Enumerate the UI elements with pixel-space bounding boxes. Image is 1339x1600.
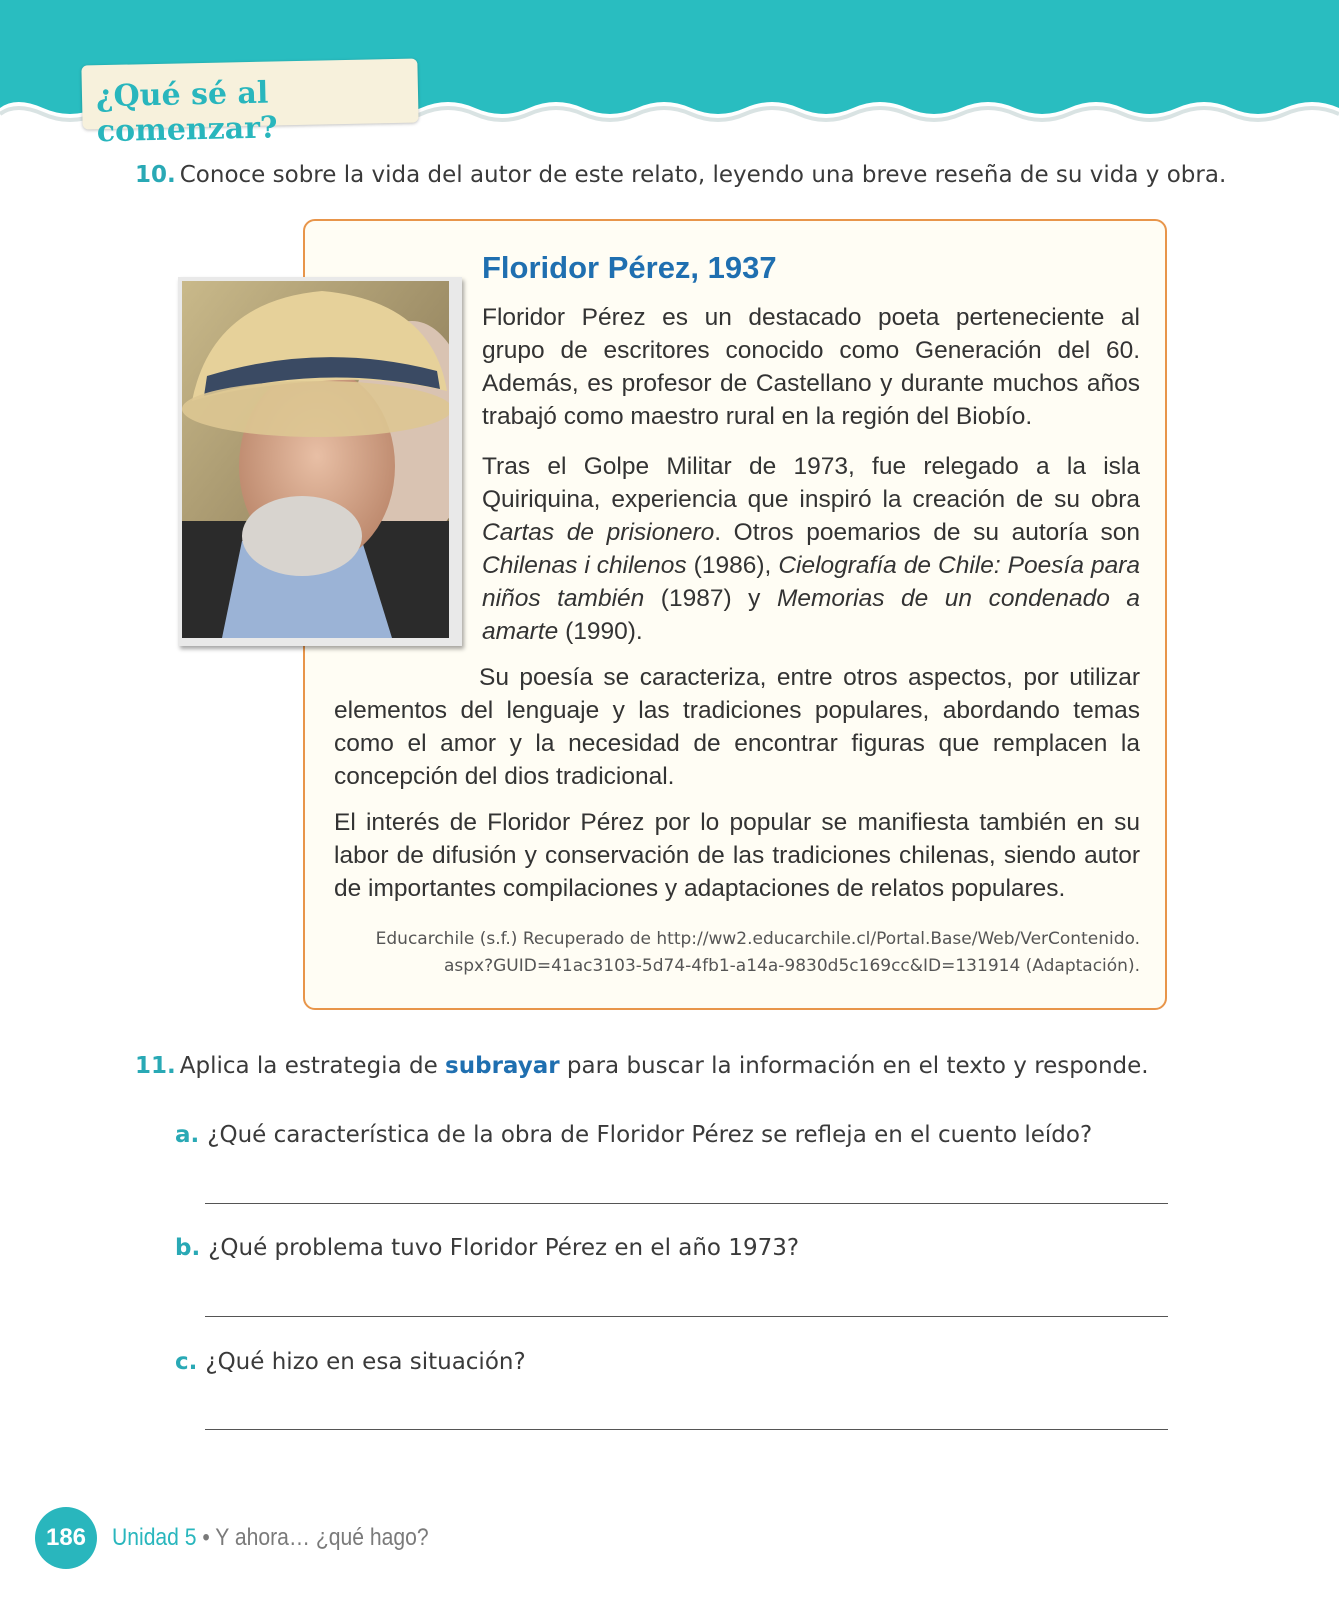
answer-line-b[interactable] — [205, 1316, 1168, 1317]
sub-question-a: a. ¿Qué característica de la obra de Floridor Pérez se refleja en el cuento leído? — [175, 1122, 1093, 1148]
bio-paragraph-2: Tras el Golpe Militar de 1973, fue relegado a la isla Quiriquina, experiencia que inspiró la creación de su obra Cartas de prisionero. Otros poemarios de su autoría son Chilenas i chilenos (1986), Cielografía de Chile: Poesía para niños también (1987) y Memorias de un condenado a amarte (1990). — [482, 453, 1140, 645]
question-text: Conoce sobre la vida del autor de este relato, leyendo una breve reseña de su vida y obra. — [179, 162, 1227, 188]
author-photo — [178, 277, 462, 646]
highlight-strategy: subrayar — [445, 1053, 560, 1079]
book-title: Chilenas i chilenos — [482, 552, 687, 579]
book-title: Memorias de un condenado a amarte — [482, 585, 1140, 645]
bio-paragraph-3: Su poesía se caracteriza, entre otros aspectos, por utilizar elementos del lenguaje y las tradiciones populares, abordando temas como el amor y la necesidad de encontrar figuras que remplacen la concepción del dios tradicional. — [334, 664, 1140, 790]
section-title-tag — [81, 58, 418, 150]
book-title: Cartas de prisionero — [482, 519, 715, 546]
book-title: Cielografía de Chile: Poesía para niños también — [482, 552, 1140, 612]
page-number: 186 — [35, 1507, 97, 1569]
bio-paragraph-4: El interés de Floridor Pérez por lo popular se manifiesta también en su labor de difusión y conservación de las tradiciones chilenas, siendo autor de importantes compilaciones y adaptaciones de relatos populares. — [334, 809, 1140, 902]
sub-question-b: b. ¿Qué problema tuvo Floridor Pérez en el año 1973? — [175, 1235, 800, 1261]
question-number: 10. — [135, 162, 176, 188]
question-10 — [135, 162, 1226, 188]
biography-title: Floridor Pérez, 1937 — [482, 250, 777, 285]
section-title: ¿Qué sé al comenzar? — [95, 75, 278, 150]
answer-line-c[interactable] — [205, 1429, 1168, 1430]
answer-line-a[interactable] — [205, 1203, 1168, 1204]
author-portrait-photo-icon — [182, 281, 449, 638]
question-number: 11. — [135, 1053, 176, 1079]
question-11: 11. Aplica la estrategia de subrayar para buscar la información en el texto y responde. — [135, 1053, 1149, 1079]
page-edge — [1333, 150, 1339, 1600]
source-citation: Educarchile (s.f.) Recuperado de http://ww2.educarchile.cl/Portal.Base/Web/VerContenido. aspx?GUID=41ac3103-5d74-4fb1-a14a-9830d5c169cc&ID=131914 (Adaptación). — [375, 929, 1140, 976]
bio-paragraph-1: Floridor Pérez es un destacado poeta perteneciente al grupo de escritores conocido como Generación del 60. Además, es profesor de Castellano y durante muchos años trabajó como maestro rural en la región del Biobío. — [482, 304, 1140, 430]
sub-question-c: c. ¿Qué hizo en esa situación? — [175, 1349, 526, 1375]
footer-unit: Unidad 5 • Y ahora… ¿qué hago? — [112, 1524, 429, 1551]
